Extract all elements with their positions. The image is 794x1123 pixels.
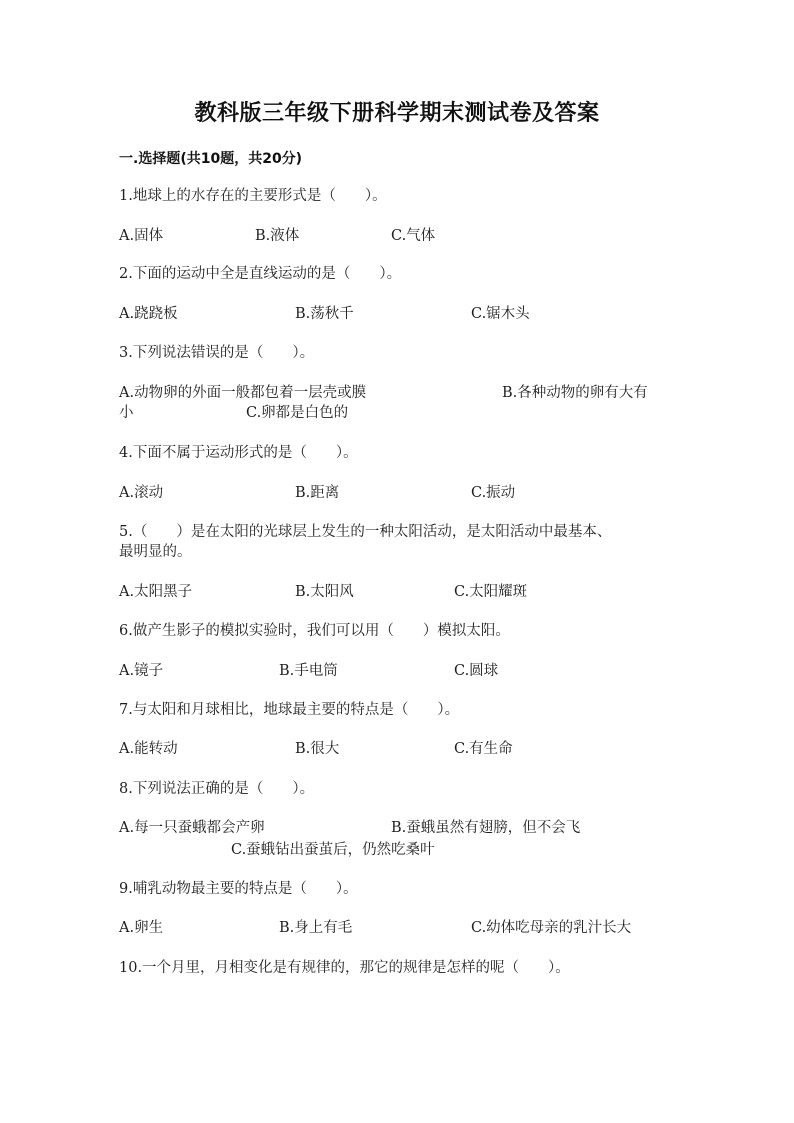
option-1b[interactable]: B.液体	[255, 228, 300, 244]
section-heading: 一.选择题(共10题，共20分)	[119, 151, 303, 167]
option-8b[interactable]: B.蚕蛾虽然有翅膀，但不会飞	[391, 820, 581, 836]
option-3a[interactable]: A.动物卵的外面一般都包着一层壳或膜	[119, 385, 367, 401]
question-7: 7.与太阳和月球相比，地球最主要的特点是（ ）。	[119, 702, 460, 718]
option-8a[interactable]: A.每一只蚕蛾都会产卵	[119, 820, 265, 836]
option-6b[interactable]: B.手电筒	[279, 663, 338, 679]
question-8: 8.下列说法正确的是（ ）。	[119, 781, 315, 797]
option-1a[interactable]: A.固体	[119, 228, 164, 244]
question-5-continued: 最明显的。	[119, 544, 192, 560]
option-2c[interactable]: C.锯木头	[471, 306, 530, 322]
question-3: 3.下列说法错误的是（ ）。	[119, 345, 315, 361]
option-6a[interactable]: A.镜子	[119, 663, 164, 679]
option-9b[interactable]: B.身上有毛	[279, 920, 353, 936]
question-2: 2.下面的运动中全是直线运动的是（ ）。	[119, 266, 402, 282]
option-7b[interactable]: B.很大	[295, 741, 340, 757]
question-4: 4.下面不属于运动形式的是（ ）。	[119, 445, 358, 461]
option-3b[interactable]: B.各种动物的卵有大有	[502, 385, 648, 401]
option-4c[interactable]: C.振动	[471, 485, 516, 501]
option-1c[interactable]: C.气体	[391, 228, 436, 244]
option-9a[interactable]: A.卵生	[119, 920, 164, 936]
question-5: 5.（ ）是在太阳的光球层上发生的一种太阳活动，是太阳活动中最基本、	[119, 524, 612, 540]
option-7a[interactable]: A.能转动	[119, 741, 178, 757]
option-2a[interactable]: A.跷跷板	[119, 306, 178, 322]
option-5a[interactable]: A.太阳黑子	[119, 584, 193, 600]
question-10: 10.一个月里，月相变化是有规律的，那它的规律是怎样的呢（ ）。	[119, 960, 570, 976]
option-3b-continued: 小	[119, 405, 134, 421]
option-9c[interactable]: C.幼体吃母亲的乳汁长大	[471, 920, 632, 936]
option-4b[interactable]: B.距离	[295, 485, 340, 501]
option-4a[interactable]: A.滚动	[119, 485, 164, 501]
option-5b[interactable]: B.太阳风	[295, 584, 354, 600]
question-9: 9.哺乳动物最主要的特点是（ ）。	[119, 881, 358, 897]
option-6c[interactable]: C.圆球	[454, 663, 499, 679]
question-6: 6.做产生影子的模拟实验时，我们可以用（ ）模拟太阳。	[119, 623, 510, 639]
option-7c[interactable]: C.有生命	[454, 741, 513, 757]
page-title: 教科版三年级下册科学期末测试卷及答案	[194, 100, 600, 126]
question-1: 1.地球上的水存在的主要形式是（ ）。	[119, 188, 387, 204]
option-8c[interactable]: C.蚕蛾钻出蚕茧后，仍然吃桑叶	[231, 842, 435, 858]
option-3c[interactable]: C.卵都是白色的	[246, 405, 349, 421]
option-5c[interactable]: C.太阳耀斑	[454, 584, 528, 600]
option-2b[interactable]: B.荡秋千	[295, 306, 354, 322]
